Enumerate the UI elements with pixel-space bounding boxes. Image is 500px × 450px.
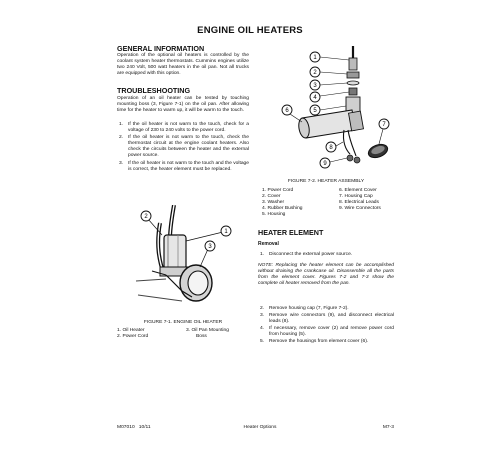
- footer-doc-id: M07010 10/11: [117, 425, 151, 430]
- removal-subheading: Removal: [258, 241, 279, 247]
- general-information-text: Operation of the optional oil heaters is controlled by the coolant system heater thermostats. Cummins engines utilize two 240 Volt, 500 watt heaters in the oil pan. Not all trucks are equipped with this option.: [117, 53, 249, 77]
- callout-7: 7: [382, 122, 386, 128]
- engine-oil-heater-illustration: [126, 205, 246, 310]
- figure-7-2-legend: 1. Power Cord 2. Cover 3. Washer 4. Rubber Bushing 5. Housing 6. Element Cover 7. Housing Cap 8. Electrical Leads 9. Wire Connectors: [262, 188, 381, 217]
- troubleshooting-steps: [117, 122, 249, 174]
- callout-3: 3: [208, 244, 212, 250]
- callout-1: 1: [224, 229, 228, 235]
- list-item: 2. Remove housing cap (7, Figure 7-2).: [260, 306, 349, 311]
- footer-section: Heater Options: [243, 425, 277, 430]
- list-item: 1. If the oil heater is not warm to the touch, check for a voltage of 230 to 240 volts to the power cord.: [119, 122, 249, 134]
- callout-3: 3: [313, 83, 317, 89]
- list-item: 2. If the oil heater is not warm to the touch, check the thermostat circuit at the engine coolant heaters. Also check the circuits between the heater and the external power source.: [119, 135, 249, 159]
- heater-element-heading: HEATER ELEMENT: [258, 228, 324, 237]
- general-information-heading: GENERAL INFORMATION: [117, 44, 205, 53]
- removal-steps: [258, 306, 394, 347]
- list-item: 4. If necessary, remove cover (2) and remove power cord from housing (5).: [260, 326, 394, 338]
- troubleshooting-heading: TROUBLESHOOTING: [117, 86, 191, 95]
- figure-7-1-caption: FIGURE 7-1. ENGINE OIL HEATER: [143, 320, 223, 325]
- list-item: 3. Remove wire connectors (9), and disconnect electrical leads (8).: [260, 313, 394, 325]
- callout-5: 5: [313, 108, 317, 114]
- list-item: 5. Remove the housings from element cover (6).: [260, 339, 369, 345]
- callout-9: 9: [323, 161, 327, 167]
- figure-7-1-legend: 1. Oil Heater 2. Power Cord 3. Oil Pan Mounting Boss: [117, 328, 229, 339]
- callout-4: 4: [313, 95, 317, 101]
- callout-2: 2: [313, 70, 317, 76]
- removal-step-1: [258, 252, 394, 259]
- list-item: 3. If the oil heater is not warm to the touch and the voltage is correct, the heater element must be replaced.: [119, 160, 249, 172]
- callout-2: 2: [144, 214, 148, 220]
- callout-1: 1: [313, 55, 317, 61]
- footer-page-number: M7-3: [382, 425, 394, 430]
- figure-7-2-caption: FIGURE 7-2. HEATER ASSEMBLY: [287, 179, 365, 184]
- callout-6: 6: [285, 108, 289, 114]
- page-title: ENGINE OIL HEATERS: [197, 25, 303, 36]
- troubleshooting-text: Operation of an oil heater can be tested by touching mounting boss (3, Figure 7-1) on the oil pan. After allowing time for the heater to warm up, it will be warm to the touch.: [117, 96, 249, 114]
- removal-note: NOTE: Replacing the heater element can be accomplished without draining the crankcase oil. Disassemble all the parts from the element cover. Figures 7-2 and 7-3 show the complete oil heater removed from the pan.: [258, 263, 394, 287]
- list-item: 1. Disconnect the external power source.: [260, 252, 353, 257]
- heater-assembly-illustration: [280, 46, 392, 176]
- callout-8: 8: [329, 145, 333, 151]
